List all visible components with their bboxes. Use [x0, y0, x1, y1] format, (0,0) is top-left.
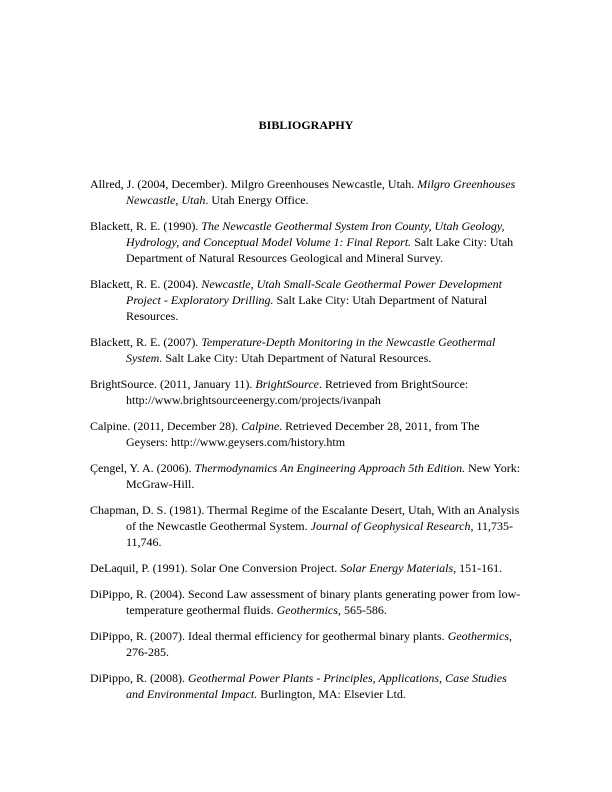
bib-entry: Chapman, D. S. (1981). Thermal Regime of the Escalante Desert, Utah, With an Analysis of the Newcastle Geothermal System. Journal of Geophysical Research, 11,735-11,746. [90, 503, 520, 549]
page-title: BIBLIOGRAPHY [258, 118, 354, 132]
bib-entry: Allred, J. (2004, December). Milgro Greenhouses Newcastle, Utah. Milgro Greenhouses Newcastle, Utah. Utah Energy Office. [90, 177, 516, 207]
bib-entry: Calpine. (2011, December 28). Calpine. Retrieved December 28, 2011, from The Geysers: http://www.geysers.com/history.htm [90, 419, 480, 449]
bibliography-list [90, 176, 522, 712]
bib-entry: DeLaquil, P. (1991). Solar One Conversion Project. Solar Energy Materials, 151-161. [90, 561, 503, 575]
bib-entry: BrightSource. (2011, January 11). BrightSource. Retrieved from BrightSource: http://www.brightsourceenergy.com/projects/ivanpah [90, 377, 469, 407]
bib-entry: DiPippo, R. (2008). Geothermal Power Plants - Principles, Applications, Case Studies and Environmental Impact. Burlington, MA: Elsevier Ltd. [90, 671, 507, 701]
bib-entry: DiPippo, R. (2007). Ideal thermal efficiency for geothermal binary plants. Geothermics, 276-285. [90, 629, 513, 659]
bib-entry: Blackett, R. E. (1990). The Newcastle Geothermal System Iron County, Utah Geology, Hydrology, and Conceptual Model Volume 1: Final Report. Salt Lake City: Utah Department of Natural Resources Geological and Mineral Survey. [90, 219, 514, 265]
bib-entry: DiPippo, R. (2004). Second Law assessment of binary plants generating power from low-temperature geothermal fluids. Geothermics, 565-586. [90, 587, 521, 617]
bib-entry: Çengel, Y. A. (2006). Thermodynamics An Engineering Approach 5th Edition. New York: McGraw-Hill. [90, 461, 521, 491]
bib-entry: Blackett, R. E. (2004). Newcastle, Utah Small-Scale Geothermal Power Development Project - Exploratory Drilling. Salt Lake City: Utah Department of Natural Resources. [90, 277, 502, 323]
bib-entry: Blackett, R. E. (2007). Temperature-Depth Monitoring in the Newcastle Geothermal System. Salt Lake City: Utah Department of Natural Resources. [90, 335, 496, 365]
